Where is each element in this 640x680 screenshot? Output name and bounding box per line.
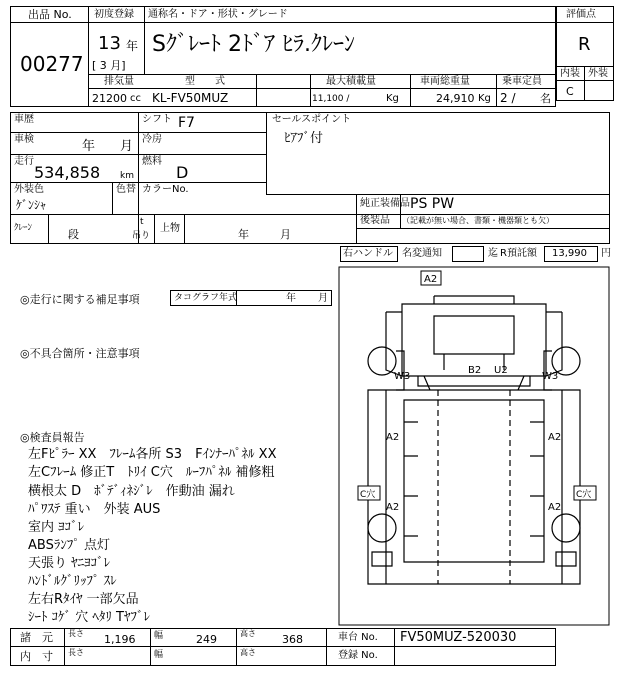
- capacity-value: 2 /: [500, 91, 516, 105]
- width-value: 249: [196, 633, 217, 646]
- inspection-label: 車検: [14, 134, 34, 145]
- shift-value: F7: [178, 115, 195, 131]
- truck-damage-diagram: [338, 266, 610, 626]
- crane-hoist-unit: 吊り: [132, 231, 151, 241]
- shift-label: シフト: [142, 114, 172, 125]
- damage-code: C穴: [360, 490, 376, 500]
- height-label: 高さ: [240, 629, 256, 638]
- type-label: 型 式: [185, 76, 225, 87]
- tacho-month-unit: 月: [318, 293, 328, 304]
- r-price-label: R預託額: [500, 248, 537, 259]
- damage-code: U2: [494, 365, 508, 376]
- r-price-unit: 円: [601, 248, 611, 259]
- mileage-unit: km: [120, 171, 134, 181]
- damage-code: A2: [548, 502, 562, 513]
- width-label: 幅: [154, 631, 164, 641]
- name-change-box: [452, 246, 484, 262]
- r-price-value: 13,990: [552, 248, 587, 259]
- report-line: 室内 ﾖｺﾞﾚ: [28, 520, 85, 535]
- crane-stage-unit: 段: [68, 228, 79, 241]
- shaken-label: 迄: [488, 248, 498, 259]
- ac-label: 冷房: [142, 134, 162, 145]
- registration-label: 登録 No.: [338, 650, 378, 661]
- max-load-unit: Kg: [386, 93, 399, 104]
- rhd-label: 右ハンドル: [343, 248, 393, 259]
- color-code-label: カラーNo.: [142, 184, 189, 195]
- genuine-equipment-label: 純正装備品: [360, 198, 410, 209]
- displacement-unit: cc: [130, 93, 141, 104]
- chassis-label: 車台 No.: [338, 632, 378, 643]
- rear-wheel-icons: [368, 514, 580, 566]
- interior-height-label: 高さ: [240, 648, 256, 657]
- crane-year-unit: 年: [238, 228, 249, 241]
- exterior-grade-label: 外装: [588, 68, 608, 79]
- report-line: ﾊﾝﾄﾞﾙｸﾞﾘｯﾌﾟ ｽﾚ: [28, 574, 117, 589]
- gvw-value: 24,910: [436, 92, 475, 105]
- damage-code: A2: [386, 432, 400, 443]
- damage-code: A2: [424, 274, 438, 285]
- report-line: 左Fﾋﾟﾗｰ XX ﾌﾚｰﾑ各所 S3 Fｲﾝﾅｰﾊﾟﾈﾙ XX: [28, 447, 277, 462]
- inspection-month-unit: 月: [120, 139, 134, 154]
- max-load-label: 最大積載量: [326, 76, 376, 87]
- damage-code: A2: [548, 432, 562, 443]
- report-line: 左Cﾌﾚｰﾑ 修正T ﾄﾘｲ C穴 ﾙｰﾌﾊﾟﾈﾙ 補修粗: [28, 465, 275, 480]
- first-reg-label: 初度登録: [94, 9, 134, 20]
- capacity-unit: 名: [540, 92, 551, 105]
- interior-grade: C: [566, 85, 574, 98]
- length-label: 長さ: [68, 629, 84, 638]
- color-value: ｹﾞﾝｼｬ: [16, 198, 47, 212]
- report-line: 左右Rﾀｲﾔ 一部欠品: [28, 592, 139, 607]
- vehicle-name: Sｸﾞﾚｰﾄ 2ﾄﾞｱ ﾋﾗ.ｸﾚｰﾝ: [152, 32, 355, 57]
- inspection-year-unit: 年: [82, 139, 96, 154]
- type-code: KL-FV50MUZ: [152, 91, 229, 105]
- damage-code: W3: [394, 371, 411, 382]
- report-line: ﾊﾟﾜｽﾃ 重い 外装 AUS: [28, 502, 161, 517]
- gvw-unit: Kg: [478, 93, 491, 104]
- crane-top-label: 上物: [160, 223, 180, 234]
- damage-code: C穴: [576, 490, 592, 500]
- interior-dims-label: 内 寸: [20, 650, 53, 663]
- mileage-value: 534,858: [34, 163, 101, 182]
- fuel-label: 燃料: [142, 156, 162, 167]
- displacement-value: 21200: [92, 92, 127, 105]
- lot-number: 00277: [20, 52, 84, 76]
- model-label: 通称名・ドア・形状・グレード: [148, 9, 288, 20]
- reg-month: [ 3 月]: [92, 59, 126, 72]
- damage-code: W3: [542, 371, 559, 382]
- length-value: 1,196: [104, 633, 136, 646]
- name-change-label: 名変通知: [402, 248, 442, 259]
- damage-code: A2: [386, 502, 400, 513]
- crane-month-unit: 月: [280, 228, 291, 241]
- chassis-number: FV50MUZ-520030: [400, 630, 517, 645]
- mileage-label: 走行: [14, 156, 34, 167]
- sales-point-label: セールスポイント: [272, 114, 352, 125]
- color-label: 外装色: [14, 184, 44, 195]
- driving-notes-label: ◎走行に関する補足事項: [20, 293, 140, 306]
- genuine-equipment-value: PS PW: [410, 196, 455, 212]
- history-label: 車歴: [14, 114, 34, 125]
- gvw-label: 車両総重量: [420, 76, 470, 87]
- interior-length-label: 長さ: [68, 648, 84, 657]
- score-label: 評価点: [566, 9, 596, 20]
- interior-width-label: 幅: [154, 650, 164, 660]
- reg-year: 13: [98, 33, 121, 54]
- reg-year-unit: 年: [126, 39, 139, 53]
- height-value: 368: [282, 633, 303, 646]
- crane-label: ｸﾚｰﾝ: [14, 223, 33, 233]
- inspector-report-label: ◎検査員報告: [20, 431, 85, 444]
- aftermarket-note: （記載が無い場合、書類・機器類とも欠）: [402, 216, 554, 225]
- report-line: ABSﾗﾝﾌﾟ 点灯: [28, 538, 110, 553]
- score-value: R: [578, 34, 591, 55]
- damage-code: B2: [468, 365, 482, 376]
- color-change-label: 色替: [116, 184, 136, 195]
- aftermarket-label: 後装品: [360, 215, 390, 226]
- sales-point-value: ﾋｱﾌﾞ付: [284, 131, 324, 146]
- tacho-year-unit: 年: [286, 293, 296, 304]
- dims-label: 諸 元: [20, 631, 53, 644]
- crane-t-unit: t: [140, 217, 144, 227]
- report-line: 天張り ﾔﾆﾖｺﾞﾚ: [28, 556, 111, 571]
- capacity-label: 乗車定員: [502, 76, 542, 87]
- lot-no-label: 出品 No.: [28, 8, 72, 21]
- report-line: 横根太 D ﾎﾞﾃﾞｨﾈｼﾞﾚ 作動油 漏れ: [28, 484, 235, 499]
- displacement-label: 排気量: [104, 76, 134, 87]
- fuel-value: D: [176, 163, 189, 182]
- tacho-label: タコグラフ年式: [174, 293, 238, 303]
- max-load-value: 11,100 /: [312, 94, 350, 104]
- report-line: ｼｰﾄ ｺｹﾞ 穴 ﾍﾀﾘ Tﾔﾌﾞﾚ: [28, 610, 150, 625]
- interior-grade-label: 内装: [560, 68, 580, 79]
- defects-label: ◎不具合箇所・注意事項: [20, 347, 140, 360]
